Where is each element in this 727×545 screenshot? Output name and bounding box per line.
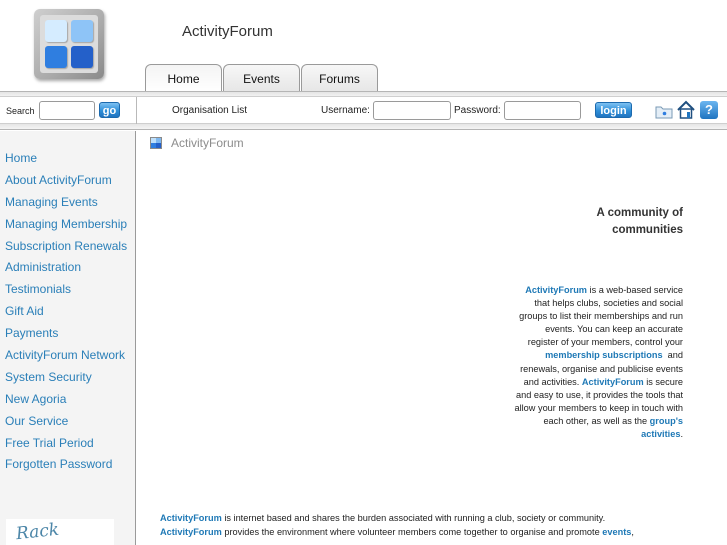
body-text-line1: is internet based and shares the burden associated with running a club, society or community. <box>221 513 606 523</box>
breadcrumb <box>150 136 244 150</box>
home-icon[interactable] <box>676 100 696 119</box>
tab-home[interactable]: Home <box>145 64 222 92</box>
body-text-line2: provides the environment where volunteer members come together to organise and promote <box>221 526 603 537</box>
tagline <box>523 205 683 239</box>
brand-link[interactable]: ActivityForum <box>525 285 587 295</box>
intro-text: is a web-based service that helps clubs, societies and social groups to list their memberships and run events. You can keep an accurate register of your members, control your <box>519 285 683 348</box>
sidebar <box>0 131 136 545</box>
sidebar-item-system-security[interactable]: System Security <box>5 369 92 384</box>
login-button[interactable]: login <box>595 102 632 118</box>
brand-link[interactable]: ActivityForum <box>160 526 222 537</box>
brand-link[interactable]: ActivityForum <box>160 513 222 523</box>
username-label: Username: <box>321 105 370 116</box>
sidebar-item-managing-events[interactable]: Managing Events <box>5 194 98 209</box>
sidebar-item-subscription-renewals[interactable]: Subscription Renewals <box>5 238 128 253</box>
intro-text: is secure and easy to use, it provides the tools that allow your members to keep in touch with each other, as well as the <box>514 376 683 426</box>
search-label: Search <box>6 106 35 116</box>
search-input[interactable] <box>39 101 95 120</box>
intro-text: and renewals, organise and publicise events and activities. <box>520 350 686 387</box>
body-paragraph <box>160 512 720 539</box>
sidebar-item-free-trial[interactable]: Free Trial Period <box>5 435 94 450</box>
password-label: Password: <box>454 105 501 116</box>
sidebar-item-home[interactable]: Home <box>5 151 38 165</box>
group-activities-link[interactable]: group's activities <box>641 415 683 440</box>
breadcrumb-text: ActivityForum <box>171 136 244 150</box>
sidebar-item-payments[interactable]: Payments <box>5 326 59 341</box>
tab-forums[interactable]: Forums <box>301 64 378 92</box>
site-title: ActivityForum <box>182 23 273 40</box>
toolbar <box>0 96 727 124</box>
activityforum-logo-icon[interactable] <box>34 9 104 79</box>
activityforum-small-icon <box>150 137 162 149</box>
sidebar-nav <box>5 151 127 479</box>
sidebar-item-testimonials[interactable]: Testimonials <box>5 282 72 297</box>
toolbar-divider <box>136 97 137 125</box>
toolbar-bottom-border <box>0 124 727 130</box>
main-tabs <box>145 64 379 92</box>
sidebar-item-new-agoria[interactable]: New Agoria <box>5 391 67 406</box>
sidebar-item-forgotten-password[interactable]: Forgotten Password <box>5 457 113 472</box>
rack-banner-text: Rack <box>15 519 61 545</box>
tagline-line1: A community of <box>596 207 683 219</box>
go-button[interactable]: go <box>99 102 120 118</box>
brand-link[interactable]: ActivityForum <box>581 376 644 387</box>
organisation-list-link[interactable]: Organisation List <box>172 105 248 116</box>
header <box>0 0 727 92</box>
sidebar-item-administration[interactable]: Administration <box>5 260 82 275</box>
rack-banner[interactable] <box>6 519 114 545</box>
membership-subscriptions-link[interactable]: membership subscriptions <box>545 350 663 361</box>
help-icon[interactable]: ? <box>700 101 718 119</box>
events-link[interactable]: events <box>602 526 632 537</box>
sidebar-item-our-service[interactable]: Our Service <box>5 413 69 428</box>
sidebar-item-managing-membership[interactable]: Managing Membership <box>5 216 128 231</box>
tab-events[interactable]: Events <box>223 64 300 92</box>
sidebar-item-gift-aid[interactable]: Gift Aid <box>5 304 44 319</box>
tagline-line2: communities <box>612 224 683 236</box>
intro-text: . <box>680 429 683 440</box>
intro-paragraph <box>513 284 686 441</box>
sidebar-item-network[interactable]: ActivityForum Network <box>5 348 126 363</box>
username-input[interactable] <box>373 101 451 120</box>
body-text-punct: , <box>631 526 634 537</box>
folder-icon[interactable] <box>655 104 673 119</box>
password-input[interactable] <box>504 101 581 120</box>
sidebar-item-about[interactable]: About ActivityForum <box>5 172 112 187</box>
